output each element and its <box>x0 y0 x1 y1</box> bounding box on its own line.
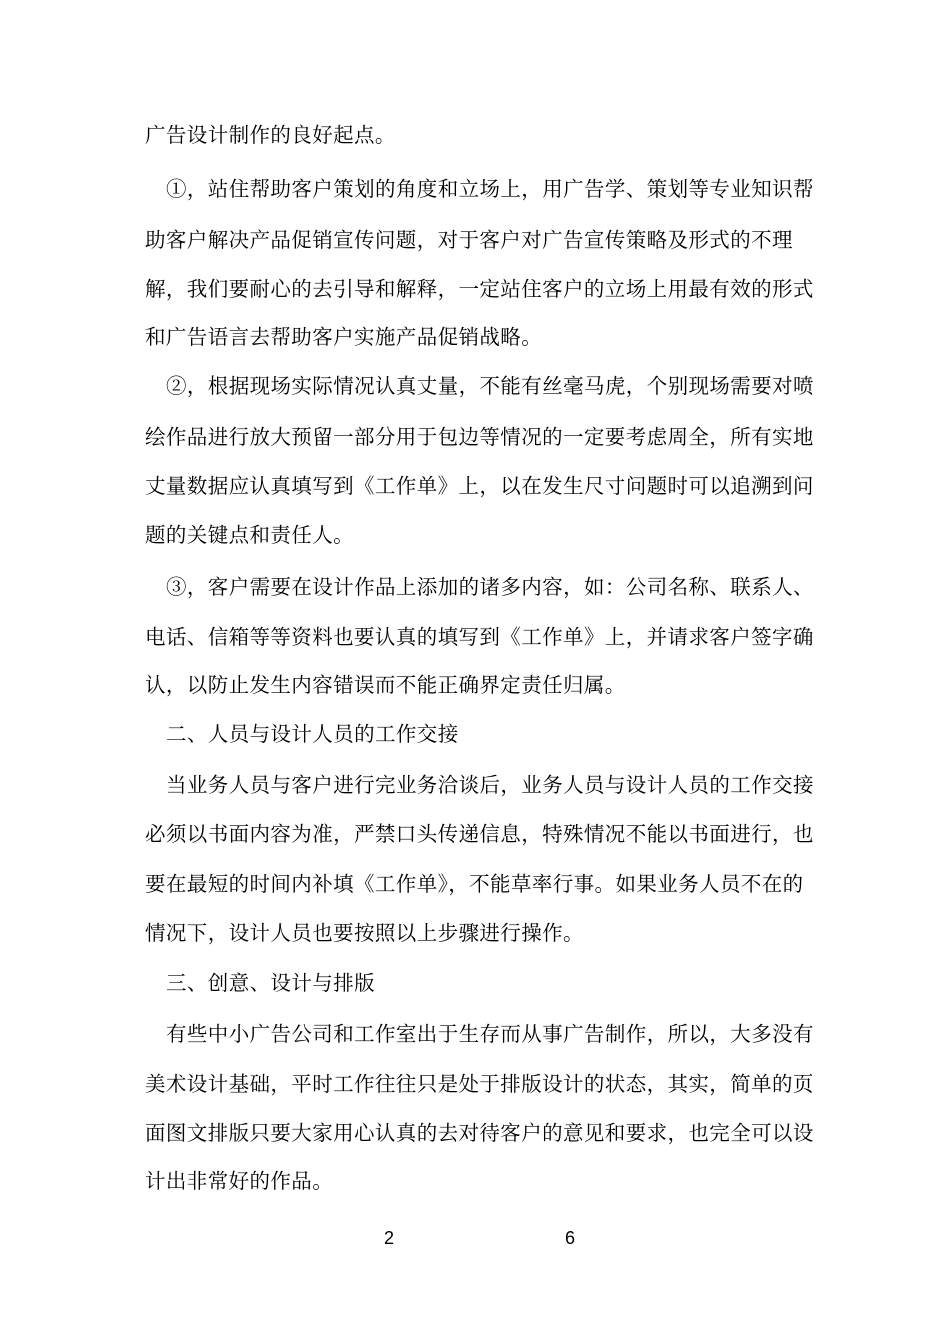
paragraph-line: ③，客户需要在设计作品上添加的诸多内容，如：公司名称、联系人、 <box>166 575 814 599</box>
paragraph-line: 解，我们要耐心的去引导和解释，一定站住客户的立场上用最有效的形式 <box>145 277 814 301</box>
paragraph-line: 要在最短的时间内补填《工作单》，不能草率行事。如果业务人员不在的 <box>145 872 804 896</box>
paragraph-line: 广告设计制作的良好起点。 <box>145 123 396 147</box>
paragraph-line: 有些中小广告公司和工作室出于生存而从事广告制作，所以，大多没有 <box>166 1022 814 1046</box>
paragraph-line: 绘作品进行放大预留一部分用于包边等情况的一定要考虑周全，所有实地 <box>145 425 814 449</box>
paragraph-line: 电话、信箱等等资料也要认真的填写到《工作单》上，并请求客户签字确 <box>145 625 814 649</box>
section-heading: 二、人员与设计人员的工作交接 <box>166 722 459 746</box>
paragraph-line: ②，根据现场实际情况认真丈量，不能有丝毫马虎，个别现场需要对喷 <box>166 374 814 398</box>
paragraph-line: ①，站住帮助客户策划的角度和立场上，用广告学、策划等专业知识帮 <box>166 177 814 201</box>
paragraph-line: 计出非常好的作品。 <box>145 1169 334 1193</box>
paragraph-line: 面图文排版只要大家用心认真的去对待客户的意见和要求，也完全可以设 <box>145 1121 814 1145</box>
paragraph-line: 题的关键点和责任人。 <box>145 523 354 547</box>
paragraph-line: 当业务人员与客户进行完业务洽谈后，业务人员与设计人员的工作交接 <box>166 773 814 797</box>
page-number-right: 6 <box>565 1228 576 1248</box>
section-heading: 三、创意、设计与排版 <box>166 971 375 995</box>
paragraph-line: 和广告语言去帮助客户实施产品促销战略。 <box>145 325 543 349</box>
paragraph-line: 必须以书面内容为准，严禁口头传递信息，特殊情况不能以书面进行，也 <box>145 822 814 846</box>
paragraph-line: 情况下，设计人员也要按照以上步骤进行操作。 <box>145 921 584 945</box>
paragraph-line: 美术设计基础，平时工作往往只是处于排版设计的状态，其实，简单的页 <box>145 1072 814 1096</box>
paragraph-line: 认，以防止发生内容错误而不能正确界定责任归属。 <box>145 673 626 697</box>
paragraph-line: 丈量数据应认真填写到《工作单》上，以在发生尺寸问题时可以追溯到问 <box>145 474 814 498</box>
page-number-left: 2 <box>384 1228 395 1248</box>
paragraph-line: 助客户解决产品促销宣传问题，对于客户对广告宣传策略及形式的不理 <box>145 228 793 252</box>
